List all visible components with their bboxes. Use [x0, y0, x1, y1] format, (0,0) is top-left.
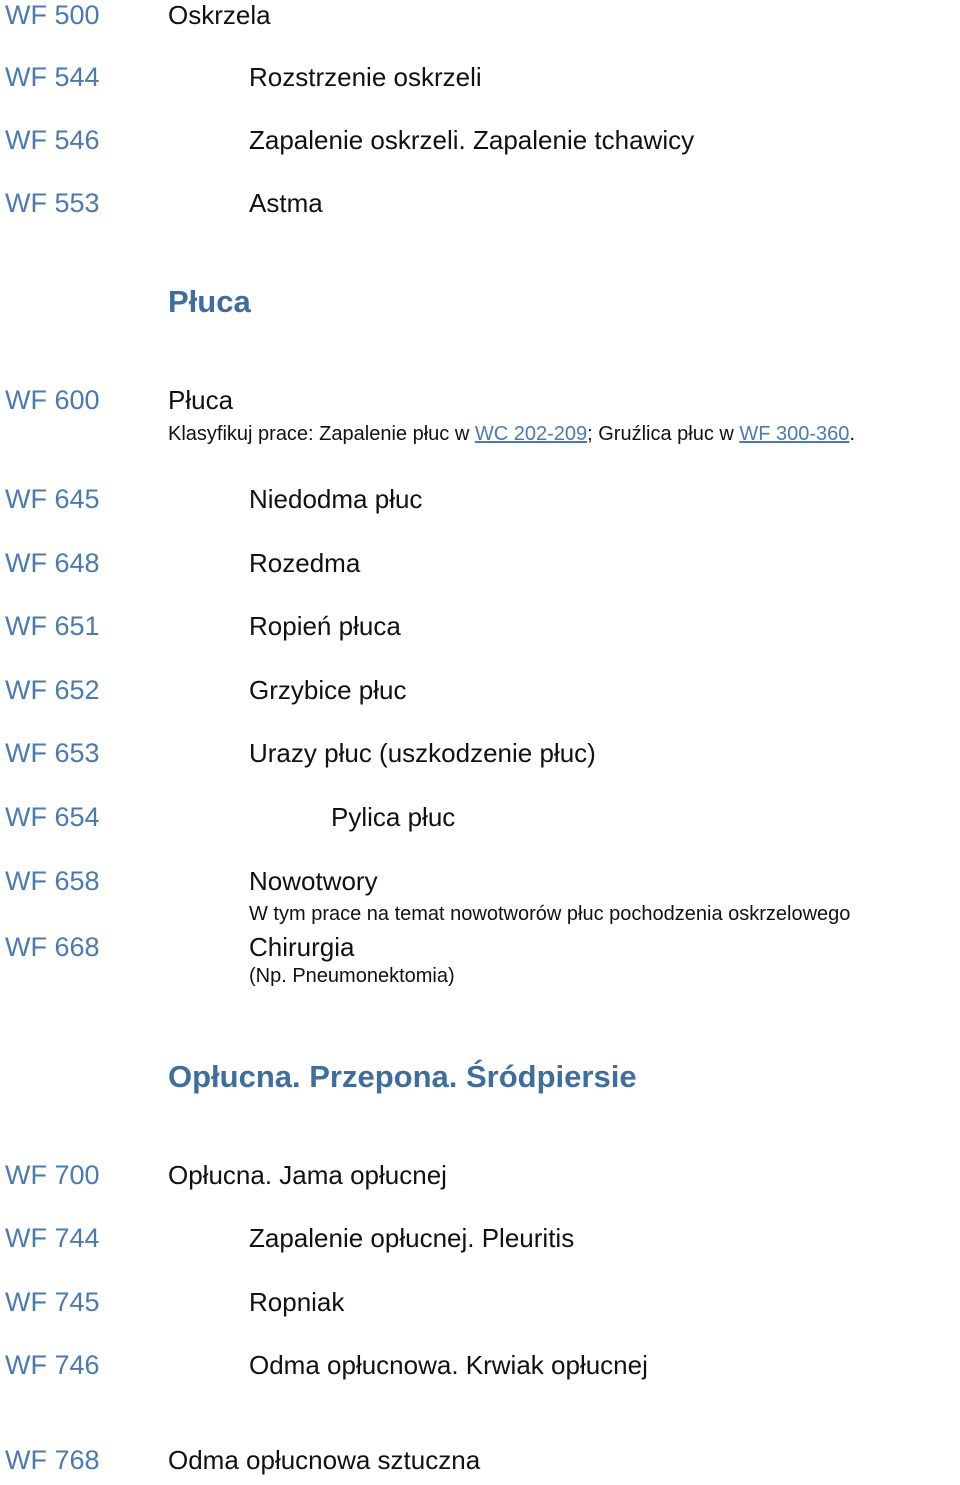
entry-row	[0, 484, 960, 524]
entry-label: Pylica płuc	[331, 802, 456, 832]
entry-row	[0, 188, 960, 228]
entry-row	[0, 866, 960, 906]
classification-code: WF 645	[5, 484, 100, 514]
classification-code: WF 746	[5, 1350, 100, 1380]
entry-row	[0, 738, 960, 778]
note-text: ; Gruźlica płuc w	[587, 423, 740, 445]
entry-label: Płuca	[168, 385, 234, 415]
entry-label: Zapalenie opłucnej. Pleuritis	[249, 1223, 575, 1253]
classification-code: WF 668	[5, 932, 100, 962]
classification-code: WF 652	[5, 675, 100, 705]
classification-code: WF 651	[5, 611, 100, 641]
entry-label: Niedodma płuc	[249, 484, 423, 514]
entry-label: Astma	[249, 188, 323, 218]
classification-code: WF 553	[5, 188, 100, 218]
classification-code: WF 744	[5, 1223, 100, 1253]
entry-label: Grzybice płuc	[249, 675, 407, 705]
classification-code: WF 544	[5, 62, 100, 92]
entry-label: Opłucna. Jama opłucnej	[168, 1160, 447, 1190]
entry-label: Oskrzela	[168, 0, 271, 30]
classification-code: WF 648	[5, 548, 100, 578]
classification-code: WF 745	[5, 1287, 100, 1317]
entry-row	[0, 802, 960, 842]
cross-reference-link[interactable]: WF 300-360	[739, 423, 850, 445]
classification-code: WF 700	[5, 1160, 100, 1190]
section-title-pleura: Opłucna. Przepona. Śródpiersie	[168, 1059, 637, 1094]
classification-code: WF 768	[5, 1445, 100, 1475]
note-text: .	[849, 423, 855, 445]
classification-code: WF 546	[5, 125, 100, 155]
entry-label: Odma opłucnowa. Krwiak opłucnej	[249, 1350, 648, 1380]
classification-note	[168, 422, 855, 446]
classification-code: WF 658	[5, 866, 100, 896]
entry-row	[0, 1223, 960, 1263]
entry-label: Rozstrzenie oskrzeli	[249, 62, 482, 92]
classification-code: WF 600	[5, 385, 100, 415]
entry-label: Urazy płuc (uszkodzenie płuc)	[249, 738, 596, 768]
entry-row	[0, 1350, 960, 1390]
entry-row	[0, 611, 960, 651]
entry-row	[0, 0, 960, 40]
entry-label: Odma opłucnowa sztuczna	[168, 1445, 481, 1475]
entry-note: W tym prace na temat nowotworów płuc pochodzenia oskrzelowego	[249, 903, 851, 925]
cross-reference-link[interactable]: WC 202-209	[474, 423, 588, 445]
entry-note: (Np. Pneumonektomia)	[249, 965, 455, 987]
section-title-lungs: Płuca	[168, 284, 251, 319]
entry-row	[0, 675, 960, 715]
entry-label: Rozedma	[249, 548, 361, 578]
entry-label: Zapalenie oskrzeli. Zapalenie tchawicy	[249, 125, 695, 155]
note-text: Klasyfikuj prace: Zapalenie płuc w	[168, 423, 475, 445]
classification-code: WF 653	[5, 738, 100, 768]
entry-row	[0, 1445, 960, 1485]
entry-row	[0, 385, 960, 425]
entry-row	[0, 1287, 960, 1327]
entry-row	[0, 932, 960, 972]
classification-code: WF 500	[5, 0, 100, 30]
entry-row	[0, 62, 960, 102]
entry-label: Ropień płuca	[249, 611, 401, 641]
classification-code: WF 654	[5, 802, 100, 832]
entry-row	[0, 1160, 960, 1200]
entry-label: Chirurgia	[249, 932, 355, 962]
entry-label: Nowotwory	[249, 866, 378, 896]
entry-row	[0, 548, 960, 588]
entry-row	[0, 125, 960, 165]
entry-label: Ropniak	[249, 1287, 345, 1317]
